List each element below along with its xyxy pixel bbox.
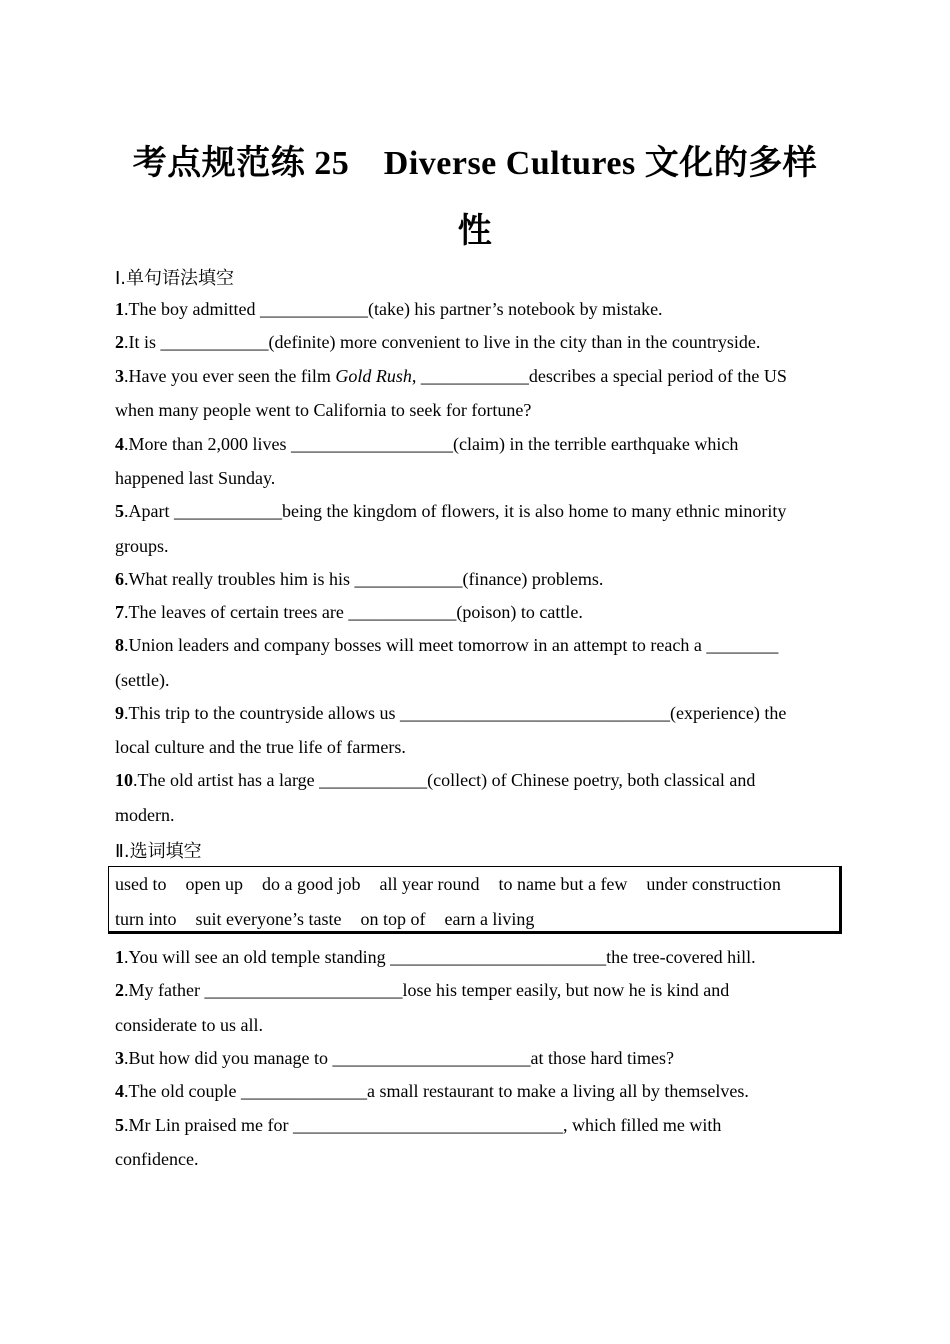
- question-7: 7.The leaves of certain trees are ____________(poison) to cattle.: [115, 602, 583, 622]
- question-3: 3.Have you ever seen the film Gold Rush, ____________describes a special period of the US: [115, 366, 787, 386]
- choice-question-5: 5.Mr Lin praised me for ______________________________, which filled me with: [115, 1115, 722, 1135]
- choice-question-4: 4.The old couple ______________a small restaurant to make a living all by themselves.: [115, 1081, 749, 1101]
- word-option: all year round: [379, 874, 480, 894]
- question-10-continued: modern.: [115, 805, 175, 825]
- word-bank-row-1: [115, 874, 781, 895]
- word-option: open up: [185, 874, 243, 894]
- choice-question-3: 3.But how did you manage to ______________________at those hard times?: [115, 1048, 674, 1068]
- word-option: on top of: [360, 909, 426, 929]
- question-6: 6.What really troubles him is his ____________(finance) problems.: [115, 569, 604, 589]
- page-title-continued: 性: [457, 213, 493, 250]
- choice-question-5-continued: confidence.: [115, 1149, 199, 1169]
- question-4-continued: happened last Sunday.: [115, 468, 276, 488]
- question-5-continued: groups.: [115, 536, 169, 556]
- question-9: 9.This trip to the countryside allows us ______________________________(experience) the: [115, 703, 787, 723]
- question-1: 1.The boy admitted ____________(take) his partner’s notebook by mistake.: [115, 299, 663, 319]
- question-5: 5.Apart ____________being the kingdom of flowers, it is also home to many ethnic minority: [115, 501, 787, 521]
- question-2: 2.It is ____________(definite) more convenient to live in the city than in the countryside.: [115, 332, 761, 352]
- question-10: 10.The old artist has a large ____________(collect) of Chinese poetry, both classical and: [115, 770, 756, 790]
- question-4: 4.More than 2,000 lives __________________(claim) in the terrible earthquake which: [115, 434, 739, 454]
- word-option: do a good job: [262, 874, 361, 894]
- choice-question-1: 1.You will see an old temple standing ________________________the tree-covered hill.: [115, 947, 756, 967]
- question-3-continued: when many people went to California to seek for fortune?: [115, 400, 532, 420]
- word-option: to name but a few: [498, 874, 628, 894]
- film-title: Gold Rush: [335, 366, 412, 386]
- word-option: under construction: [646, 874, 781, 894]
- choice-question-2-continued: considerate to us all.: [115, 1015, 263, 1035]
- question-8-continued: (settle).: [115, 670, 170, 690]
- question-9-continued: local culture and the true life of farmers.: [115, 737, 406, 757]
- word-bank-row-2: [115, 909, 534, 930]
- word-option: earn a living: [444, 909, 535, 929]
- section-heading-word-choice: Ⅱ.选词填空: [115, 841, 202, 862]
- choice-question-2: 2.My father ______________________lose his temper easily, but now he is kind and: [115, 980, 730, 1000]
- word-option: turn into: [115, 909, 177, 929]
- word-option: used to: [115, 874, 167, 894]
- word-option: suit everyone’s taste: [195, 909, 342, 929]
- section-heading-grammar: Ⅰ.单句语法填空: [115, 268, 235, 289]
- question-8: 8.Union leaders and company bosses will meet tomorrow in an attempt to reach a ________: [115, 635, 779, 655]
- page-title: 考点规范练 25 Diverse Cultures 文化的多样: [132, 145, 818, 182]
